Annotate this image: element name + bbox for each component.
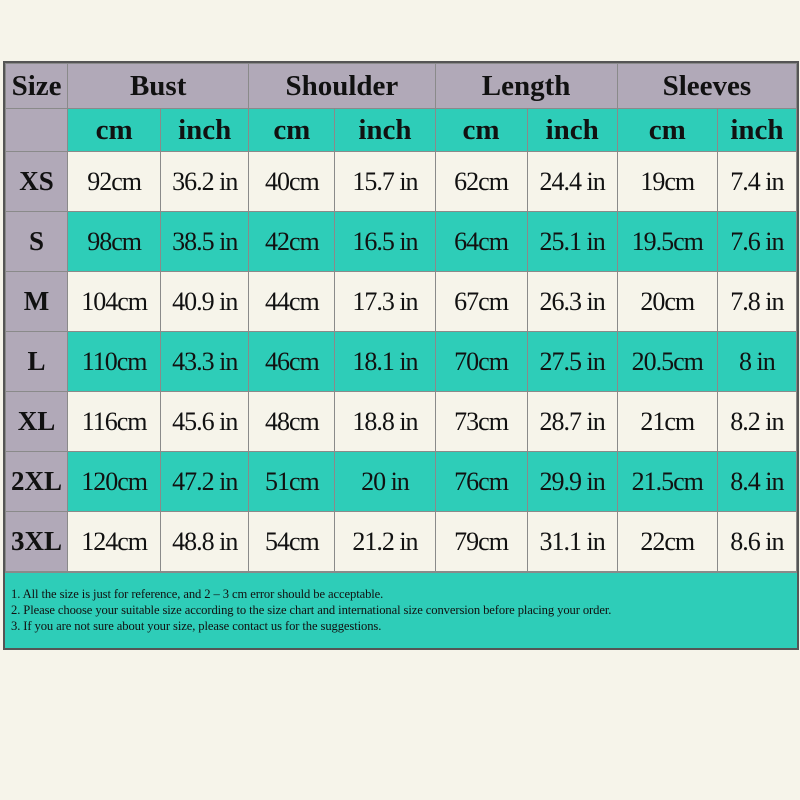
table-cell: 48.8 in [161, 512, 249, 572]
table-cell: 67cm [435, 272, 527, 332]
size-label: XL [6, 392, 68, 452]
note-line: 1. All the size is just for reference, and 2 – 3 cm error should be acceptable. [11, 587, 384, 601]
table-cell: 26.3 in [527, 272, 617, 332]
table-cell: 7.4 in [717, 152, 796, 212]
table-cell: 70cm [435, 332, 527, 392]
unit-header-row [6, 109, 797, 152]
table-cell: 124cm [68, 512, 161, 572]
unit-header: cm [435, 109, 527, 152]
table-cell: 21cm [617, 392, 717, 452]
table-cell: 73cm [435, 392, 527, 452]
table-cell: 43.3 in [161, 332, 249, 392]
table-cell: 25.1 in [527, 212, 617, 272]
table-cell: 110cm [68, 332, 161, 392]
table-cell: 17.3 in [335, 272, 435, 332]
table-cell: 48cm [249, 392, 335, 452]
size-label: M [6, 272, 68, 332]
group-header-sleeves: Sleeves [617, 64, 796, 109]
table-cell: 47.2 in [161, 452, 249, 512]
table-row [6, 512, 797, 572]
table-cell: 29.9 in [527, 452, 617, 512]
group-header-shoulder: Shoulder [249, 64, 435, 109]
table-cell: 92cm [68, 152, 161, 212]
group-header-bust: Bust [68, 64, 249, 109]
group-header-row [6, 64, 797, 109]
table-cell: 20.5cm [617, 332, 717, 392]
note-line: 3. If you are not sure about your size, please contact us for the suggestions. [11, 619, 382, 633]
table-cell: 54cm [249, 512, 335, 572]
table-cell: 36.2 in [161, 152, 249, 212]
table-cell: 15.7 in [335, 152, 435, 212]
size-label: S [6, 212, 68, 272]
table-cell: 38.5 in [161, 212, 249, 272]
table-cell: 8.6 in [717, 512, 796, 572]
table-row [6, 152, 797, 212]
table-cell: 20cm [617, 272, 717, 332]
table-cell: 76cm [435, 452, 527, 512]
table-cell: 18.1 in [335, 332, 435, 392]
table-cell: 116cm [68, 392, 161, 452]
table-cell: 120cm [68, 452, 161, 512]
size-header: Size [6, 64, 68, 109]
table-cell: 27.5 in [527, 332, 617, 392]
table-cell: 51cm [249, 452, 335, 512]
size-chart [3, 61, 799, 650]
unit-header: inch [335, 109, 435, 152]
table-row [6, 452, 797, 512]
table-cell: 19.5cm [617, 212, 717, 272]
size-label: 3XL [6, 512, 68, 572]
table-cell: 21.5cm [617, 452, 717, 512]
table-cell: 16.5 in [335, 212, 435, 272]
table-cell: 31.1 in [527, 512, 617, 572]
note-line: 2. Please choose your suitable size according to the size chart and international size conversion before placing your order. [11, 603, 612, 617]
table-cell: 20 in [335, 452, 435, 512]
table-cell: 44cm [249, 272, 335, 332]
size-label: XS [6, 152, 68, 212]
notes-panel [5, 572, 797, 648]
unit-header-blank [6, 109, 68, 152]
table-cell: 24.4 in [527, 152, 617, 212]
unit-header: inch [717, 109, 796, 152]
unit-header: cm [68, 109, 161, 152]
table-cell: 42cm [249, 212, 335, 272]
table-cell: 45.6 in [161, 392, 249, 452]
table-cell: 28.7 in [527, 392, 617, 452]
unit-header: cm [249, 109, 335, 152]
group-header-length: Length [435, 64, 617, 109]
table-cell: 46cm [249, 332, 335, 392]
table-row [6, 272, 797, 332]
table-cell: 8.2 in [717, 392, 796, 452]
size-table [5, 63, 797, 572]
table-cell: 62cm [435, 152, 527, 212]
table-row [6, 392, 797, 452]
table-row [6, 332, 797, 392]
table-cell: 79cm [435, 512, 527, 572]
table-cell: 104cm [68, 272, 161, 332]
table-cell: 98cm [68, 212, 161, 272]
table-cell: 21.2 in [335, 512, 435, 572]
table-row [6, 212, 797, 272]
table-cell: 8.4 in [717, 452, 796, 512]
table-cell: 19cm [617, 152, 717, 212]
unit-header: cm [617, 109, 717, 152]
table-cell: 7.8 in [717, 272, 796, 332]
table-cell: 7.6 in [717, 212, 796, 272]
table-cell: 8 in [717, 332, 796, 392]
table-cell: 40.9 in [161, 272, 249, 332]
table-cell: 40cm [249, 152, 335, 212]
size-label: L [6, 332, 68, 392]
table-cell: 18.8 in [335, 392, 435, 452]
size-label: 2XL [6, 452, 68, 512]
unit-header: inch [161, 109, 249, 152]
table-cell: 22cm [617, 512, 717, 572]
table-cell: 64cm [435, 212, 527, 272]
unit-header: inch [527, 109, 617, 152]
